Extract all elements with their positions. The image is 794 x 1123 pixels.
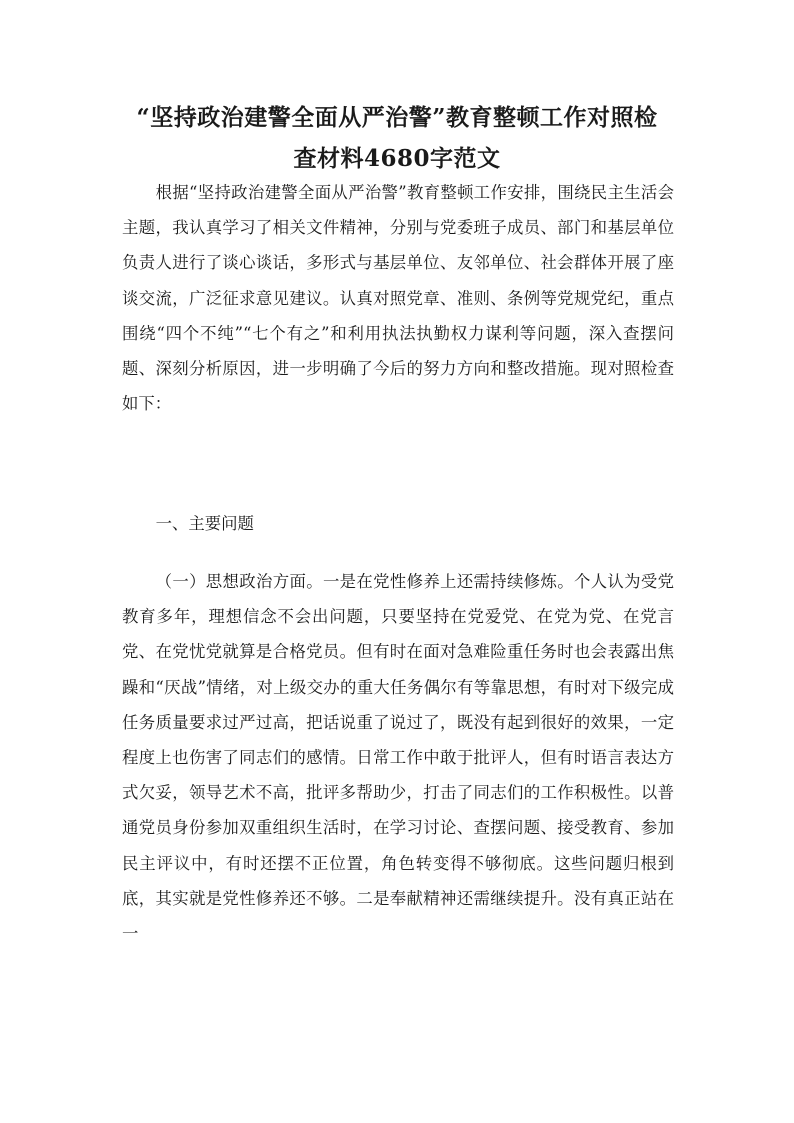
section-paragraph: （一）思想政治方面。一是在党性修养上还需持续修炼。个人认为受党教育多年，理想信念不会出问题，只要坚持在党爱党、在党为党、在党言党、在党忧党就算是合格党员。但有时在面对急难险重任务时也会表露出焦躁和“厌战”情绪，对上级交办的重大任务偶尔有等靠思想，有时对下级完成任务质量要求过严过高，把话说重了说过了，既没有起到很好的效果，一定程度上也伤害了同志们的感情。日常工作中敢于批评人，但有时语言表达方式欠妥，领导艺术不高，批评多帮助少，打击了同志们的工作积极性。以普通党员身份参加双重组织生活时，在学习讨论、查摆问题、接受教育、参加民主评议中，有时还摆不正位置，角色转变得不够彻底。这些问题归根到底，其实就是党性修养还不够。二是奉献精神还需继续提升。没有真正站在一 [122,572,674,944]
document-title-line-1: “坚持政治建警全面从严治警”教育整顿工作对照检 [136,104,658,131]
document-title-line-2: 查材料4680字范文 [293,145,501,172]
intro-paragraph: 根据“坚持政治建警全面从严治警”教育整顿工作安排，围绕民主生活会主题，我认真学习了相关文件精神，分别与党委班子成员、部门和基层单位负责人进行了谈心谈话，多形式与基层单位、友邻单位、社会群体开展了座谈交流，广泛征求意见建议。认真对照党章、准则、条例等党规党纪，重点围绕“四个不纯”“七个有之”和利用执法执勤权力谋利等问题，深入查摆问题、深刻分析原因，进一步明确了今后的努力方向和整改措施。现对照检查如下： [122,183,674,414]
section-heading: 一、主要问题 [155,514,254,533]
